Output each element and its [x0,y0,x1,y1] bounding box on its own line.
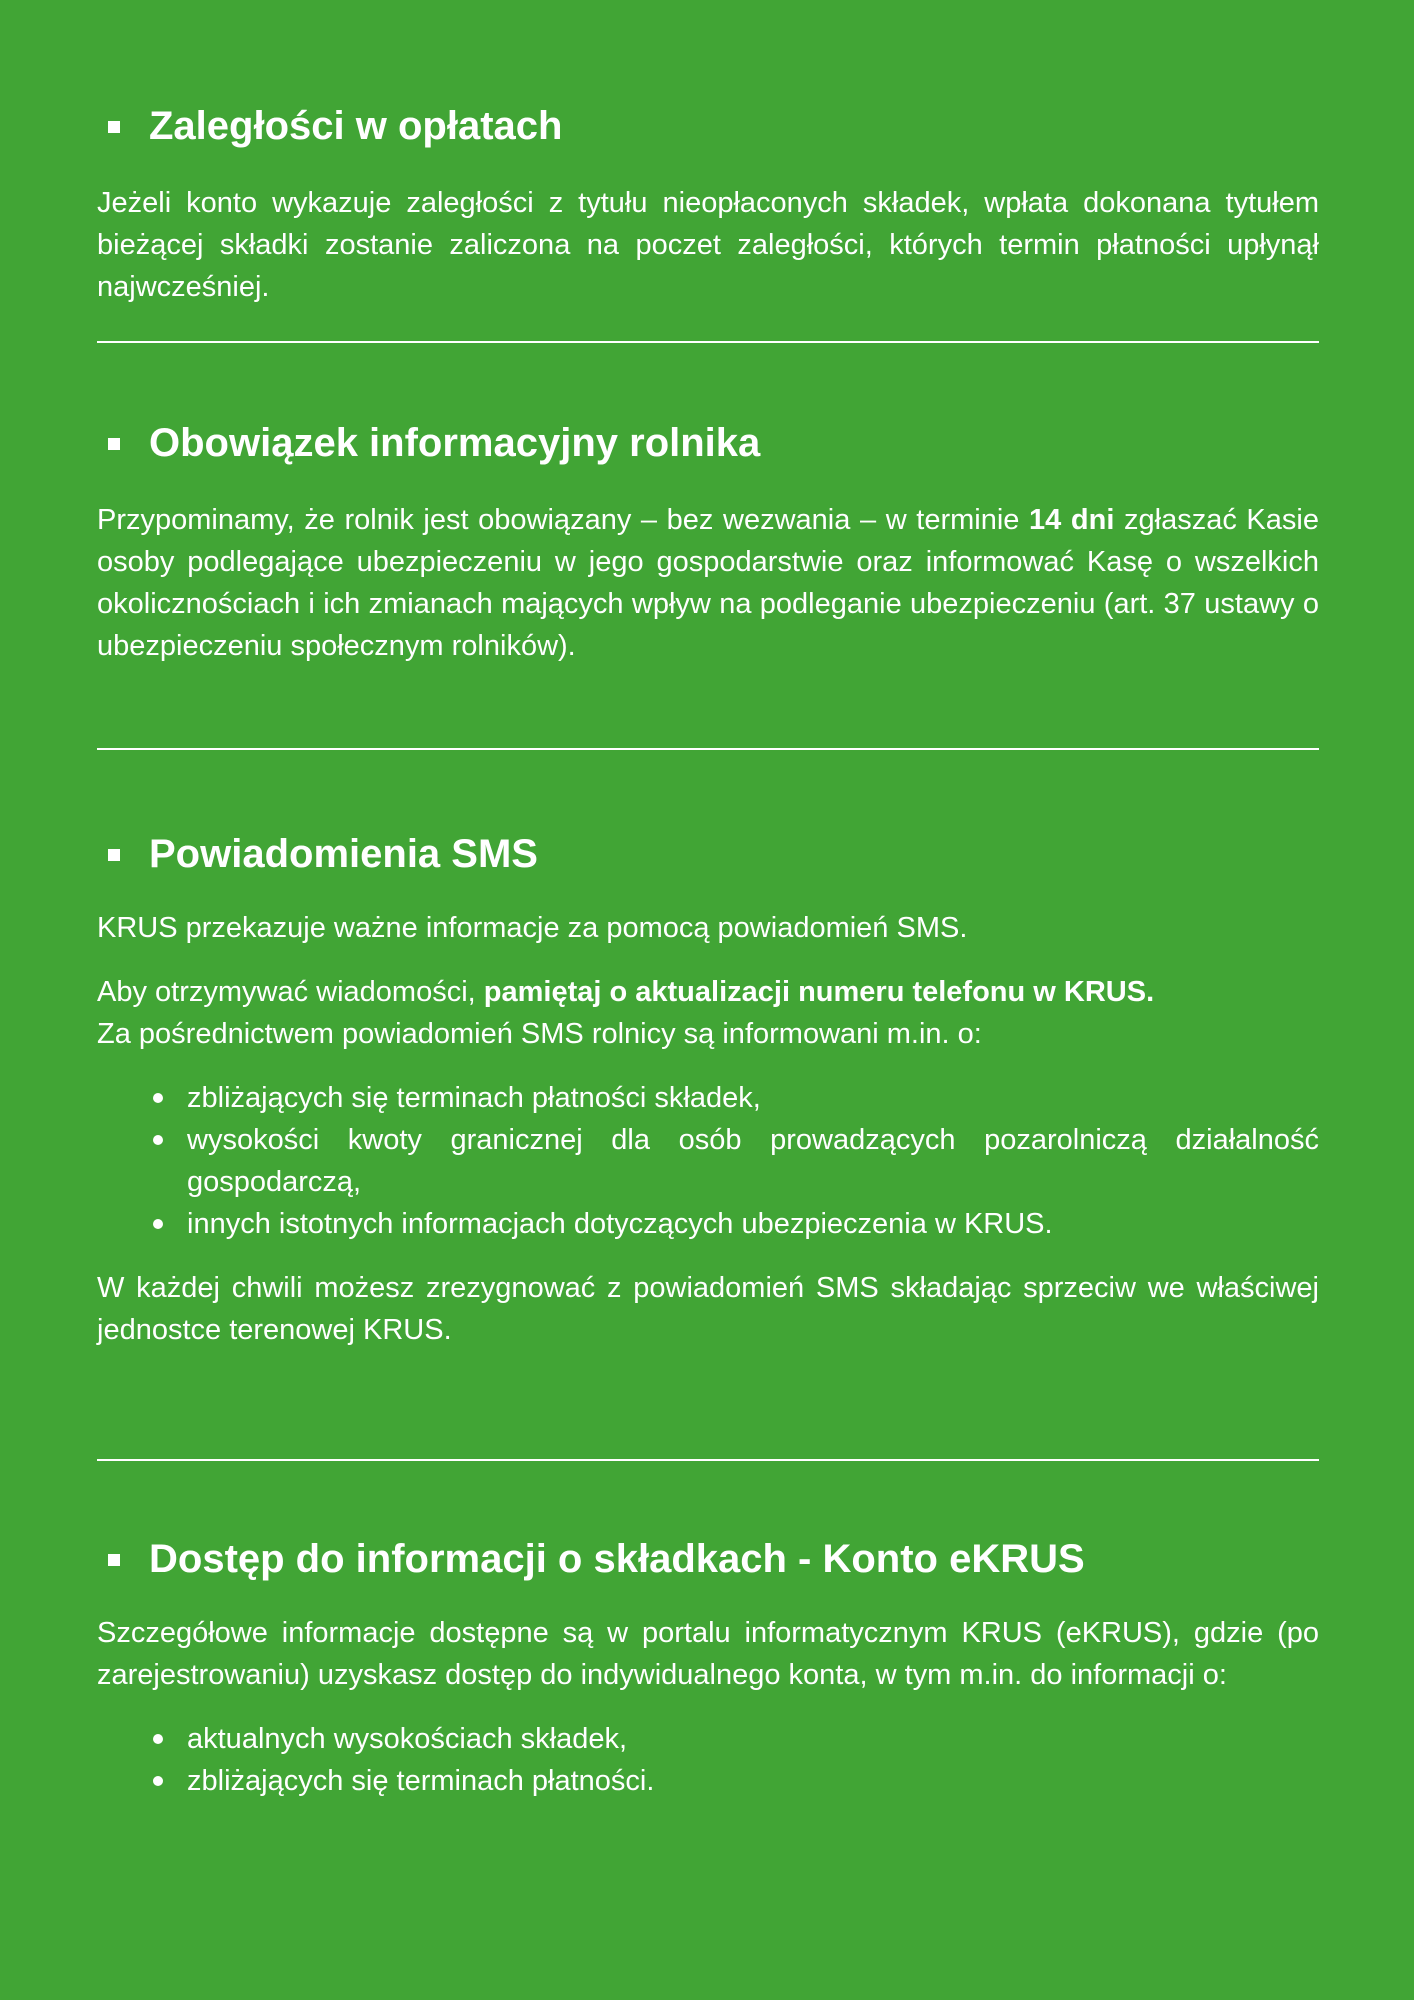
deadline-highlight: 14 dni [1029,504,1115,536]
body-text: Aby otrzymywać wiadomości, [97,976,484,1008]
section-ekrus-access [97,1534,1319,1802]
square-bullet-icon [108,849,120,861]
dot-bullet-icon [153,1219,163,1229]
phone-update-highlight: pamiętaj o aktualizacji numeru telefonu w KRUS. [483,976,1155,1008]
list-item-text: zbliżających się terminach płatności. [187,1765,655,1797]
list-item-text: zbliżających się terminach płatności składek, [187,1082,761,1114]
body-text: zgłaszać Kasie osoby podlegające ubezpieczeniu w jego gospodarstwie oraz informować Kasę o wszelkich okolicznościach i ich zmianach mających wpływ na podleganie ubezpieczeniu (art. 37 ustawy o ubezpieczeniu społecznym rolników). [97,504,1319,662]
section-sms-notifications [97,829,1319,1351]
list-item [149,1077,1319,1119]
section-heading [97,1534,1319,1584]
section-heading [97,829,1319,879]
sms-reminder [97,971,1319,1013]
section-title: Powiadomienia SMS [149,832,538,876]
dot-bullet-icon [153,1135,163,1145]
divider [97,341,1319,343]
sms-intro: KRUS przekazuje ważne informacje za pomocą powiadomień SMS. [97,912,968,944]
list-item-text: innych istotnych informacjach dotyczących ubezpieczenia w KRUS. [187,1208,1053,1240]
divider [97,1459,1319,1461]
list-item [149,1760,1319,1802]
body-text: Przypominamy, że rolnik jest obowiązany – bez wezwania – w terminie [97,504,1030,536]
section-title: Obowiązek informacyjny rolnika [149,421,761,465]
section-information-duty [97,418,1319,667]
section-arrears [97,101,1319,308]
section-title: Dostęp do informacji o składkach - Konto eKRUS [149,1537,1085,1581]
list-item [149,1718,1319,1760]
section-body [97,499,1319,667]
divider [97,748,1319,750]
sms-topics-list [97,1077,1319,1245]
section-heading [97,418,1319,468]
dot-bullet-icon [153,1776,163,1786]
section-title: Zaległości w opłatach [149,104,563,148]
list-item-text: wysokości kwoty granicznej dla osób prowadzących pozarolniczą działalność gospodarczą, [187,1124,1319,1198]
section-body: Jeżeli konto wykazuje zaległości z tytułu nieopłaconych składek, wpłata dokonana tytułem bieżącej składki zostanie zaliczona na poczet zaległości, których termin płatności upłynął najwcześniej. [97,187,1319,303]
square-bullet-icon [108,438,120,450]
list-item-text: aktualnych wysokościach składek, [187,1723,628,1755]
sms-list-intro: Za pośrednictwem powiadomień SMS rolnicy są informowani m.in. o: [97,1018,982,1050]
dot-bullet-icon [153,1734,163,1744]
square-bullet-icon [108,1554,120,1566]
section-heading [97,101,1319,151]
sms-opt-out: W każdej chwili możesz zrezygnować z powiadomień SMS składając sprzeciw we właściwej jednostce terenowej KRUS. [97,1272,1319,1346]
ekrus-topics-list [97,1718,1319,1802]
list-item [149,1119,1319,1203]
section-body: Szczegółowe informacje dostępne są w portalu informatycznym KRUS (eKRUS), gdzie (po zarejestrowaniu) uzyskasz dostęp do indywidualnego konta, w tym m.in. do informacji o: [97,1617,1319,1691]
dot-bullet-icon [153,1093,163,1103]
list-item [149,1203,1319,1245]
square-bullet-icon [108,121,120,133]
